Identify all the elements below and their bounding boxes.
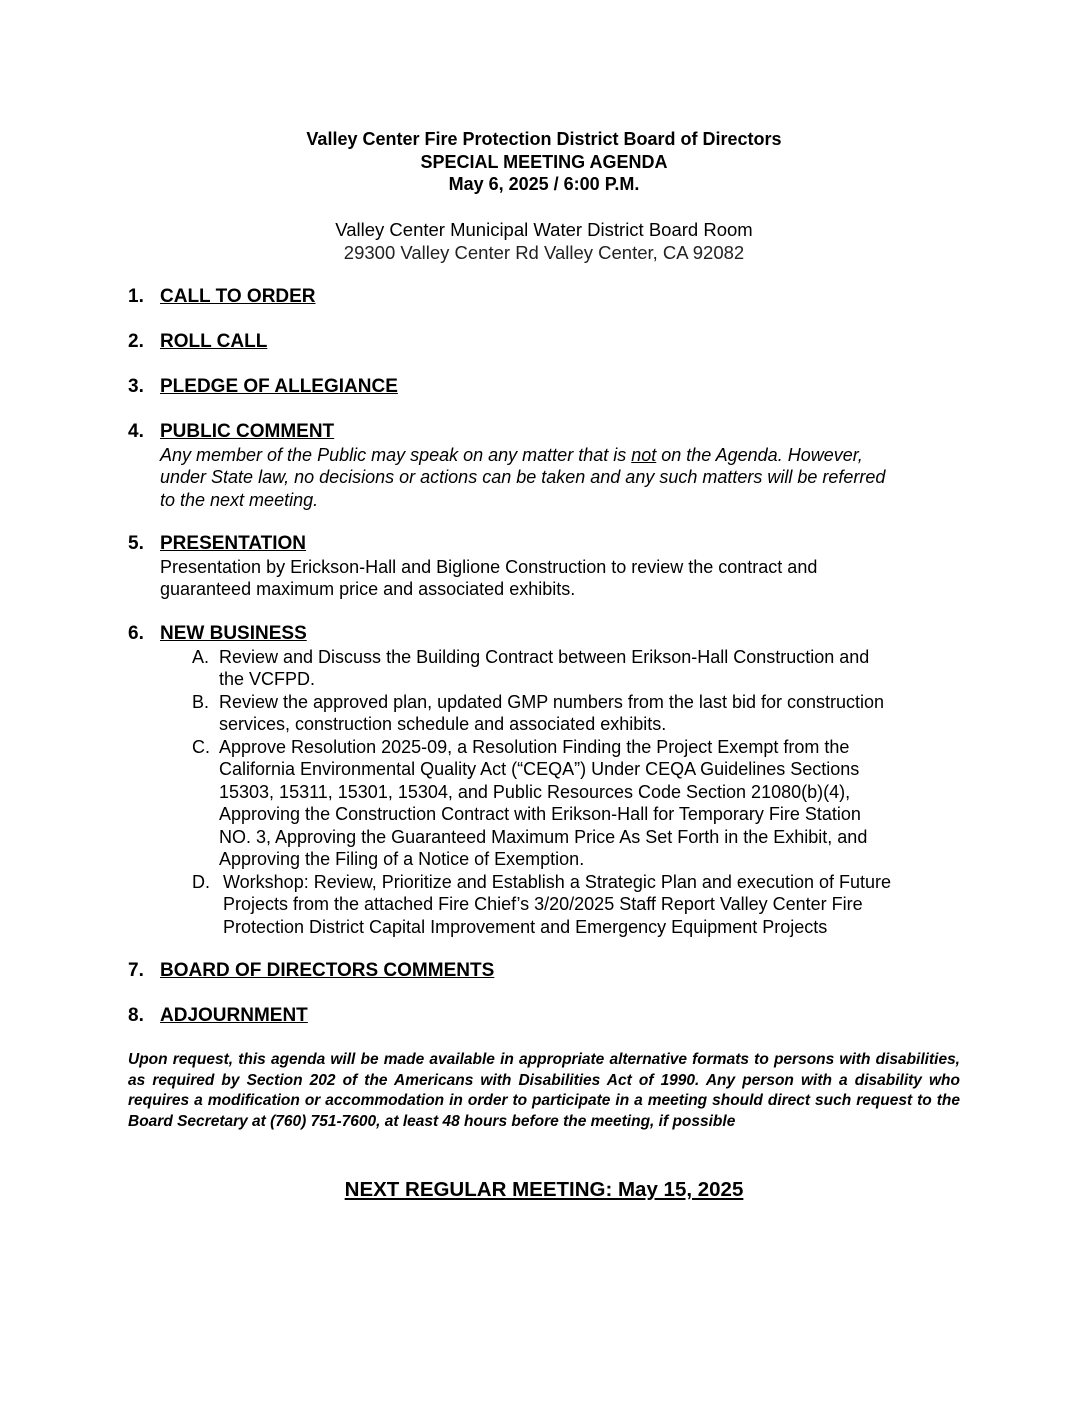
desc-text: guaranteed maximum price and associated exhibits. bbox=[160, 579, 576, 599]
item-title: PRESENTATION bbox=[160, 533, 307, 554]
list-item-text: the VCFPD. bbox=[219, 669, 316, 689]
agenda-item-adjournment bbox=[128, 1005, 968, 1028]
agenda-item-presentation bbox=[128, 533, 968, 601]
meeting-venue bbox=[0, 218, 1088, 264]
meeting-date-time: May 6, 2025 / 6:00 P.M. bbox=[448, 174, 640, 194]
item-number: 2. bbox=[128, 331, 144, 352]
new-business-list bbox=[192, 646, 968, 939]
agenda-item-roll-call bbox=[128, 331, 968, 354]
list-item-text: California Environmental Quality Act (“CEQA”) Under CEQA Guidelines Sections bbox=[219, 759, 860, 779]
desc-text: to the next meeting. bbox=[160, 489, 319, 510]
item-number: 3. bbox=[128, 376, 144, 397]
list-item-letter: D. bbox=[192, 871, 210, 892]
item-number: 7. bbox=[128, 960, 144, 981]
agenda-item-call-to-order bbox=[128, 286, 968, 309]
item-number: 4. bbox=[128, 421, 144, 442]
item-title: NEW BUSINESS bbox=[160, 623, 307, 644]
venue-name: Valley Center Municipal Water District Board Room bbox=[335, 219, 753, 240]
list-item-text: NO. 3, Approving the Guaranteed Maximum Price As Set Forth in the Exhibit, and bbox=[219, 826, 868, 847]
item-number: 6. bbox=[128, 623, 144, 644]
agenda-header bbox=[0, 128, 1088, 196]
list-item bbox=[192, 736, 968, 871]
next-meeting-text: NEXT REGULAR MEETING: May 15, 2025 bbox=[344, 1178, 744, 1201]
list-item-letter: B. bbox=[192, 691, 210, 712]
list-item-letter: A. bbox=[192, 646, 210, 667]
item-title: BOARD OF DIRECTORS COMMENTS bbox=[160, 960, 495, 981]
desc-text: on the Agenda. However, bbox=[656, 444, 863, 465]
item-title: PUBLIC COMMENT bbox=[160, 421, 335, 442]
desc-text: Any member of the Public may speak on any matter that is bbox=[160, 444, 632, 465]
agenda-item-public-comment bbox=[128, 421, 968, 511]
item-number: 5. bbox=[128, 533, 144, 554]
agenda-item-new-business bbox=[128, 623, 968, 938]
list-item-text: Approving the Construction Contract with Erikson-Hall for Temporary Fire Station bbox=[219, 804, 861, 824]
list-item bbox=[192, 646, 968, 691]
list-item bbox=[192, 871, 968, 939]
desc-text: under State law, no decisions or actions can be taken and any such matters will be referred bbox=[160, 467, 886, 487]
list-item-letter: C. bbox=[192, 736, 210, 757]
list-item-text: Approve Resolution 2025-09, a Resolution Finding the Project Exempt from the bbox=[219, 736, 850, 757]
list-item-text: Protection District Capital Improvement and Emergency Equipment Projects bbox=[223, 916, 828, 937]
item-title: CALL TO ORDER bbox=[160, 286, 316, 307]
ada-accessibility-notice: Upon request, this agenda will be made available in appropriate alternative formats to persons with disabilities, as required by Section 202 of the Americans with Disabilities Act of 1990. Any person with a disability who requires a modification or accommodation in order to participate in a meeting should direct such request to the Board Secretary at (760) 751-7600, at least 48 hours before the meeting, if possible bbox=[128, 1051, 960, 1130]
list-item-text: Review and Discuss the Building Contract between Erikson-Hall Construction and bbox=[219, 646, 870, 667]
presentation-description bbox=[160, 556, 968, 601]
desc-emphasis: not bbox=[631, 444, 657, 465]
venue-address: 29300 Valley Center Rd Valley Center, CA 92082 bbox=[343, 242, 745, 263]
list-item-text: Approving the Filing of a Notice of Exemption. bbox=[219, 849, 585, 869]
agenda-item-board-comments bbox=[128, 960, 968, 983]
item-title: PLEDGE OF ALLEGIANCE bbox=[160, 376, 398, 397]
list-item-text: Review the approved plan, updated GMP numbers from the last bid for construction bbox=[219, 691, 885, 712]
public-comment-description bbox=[160, 444, 968, 512]
desc-text: Presentation by Erickson-Hall and Biglione Construction to review the contract and bbox=[160, 556, 818, 577]
meeting-type-title: SPECIAL MEETING AGENDA bbox=[420, 151, 668, 172]
list-item bbox=[192, 691, 968, 736]
agenda-item-pledge bbox=[128, 376, 968, 399]
item-title: ROLL CALL bbox=[160, 331, 268, 352]
list-item-text: 15303, 15311, 15301, 15304, and Public Resources Code Section 21080(b)(4), bbox=[219, 781, 851, 802]
district-board-title: Valley Center Fire Protection District Board of Directors bbox=[306, 129, 782, 149]
item-title: ADJOURNMENT bbox=[160, 1005, 308, 1026]
item-number: 1. bbox=[128, 286, 144, 307]
next-meeting-notice bbox=[0, 1177, 1088, 1203]
list-item-text: Workshop: Review, Prioritize and Establish a Strategic Plan and execution of Future bbox=[223, 871, 892, 892]
list-item-text: Projects from the attached Fire Chief’s 3/20/2025 Staff Report Valley Center Fire bbox=[223, 894, 863, 914]
list-item-text: services, construction schedule and associated exhibits. bbox=[219, 714, 667, 734]
item-number: 8. bbox=[128, 1005, 144, 1026]
